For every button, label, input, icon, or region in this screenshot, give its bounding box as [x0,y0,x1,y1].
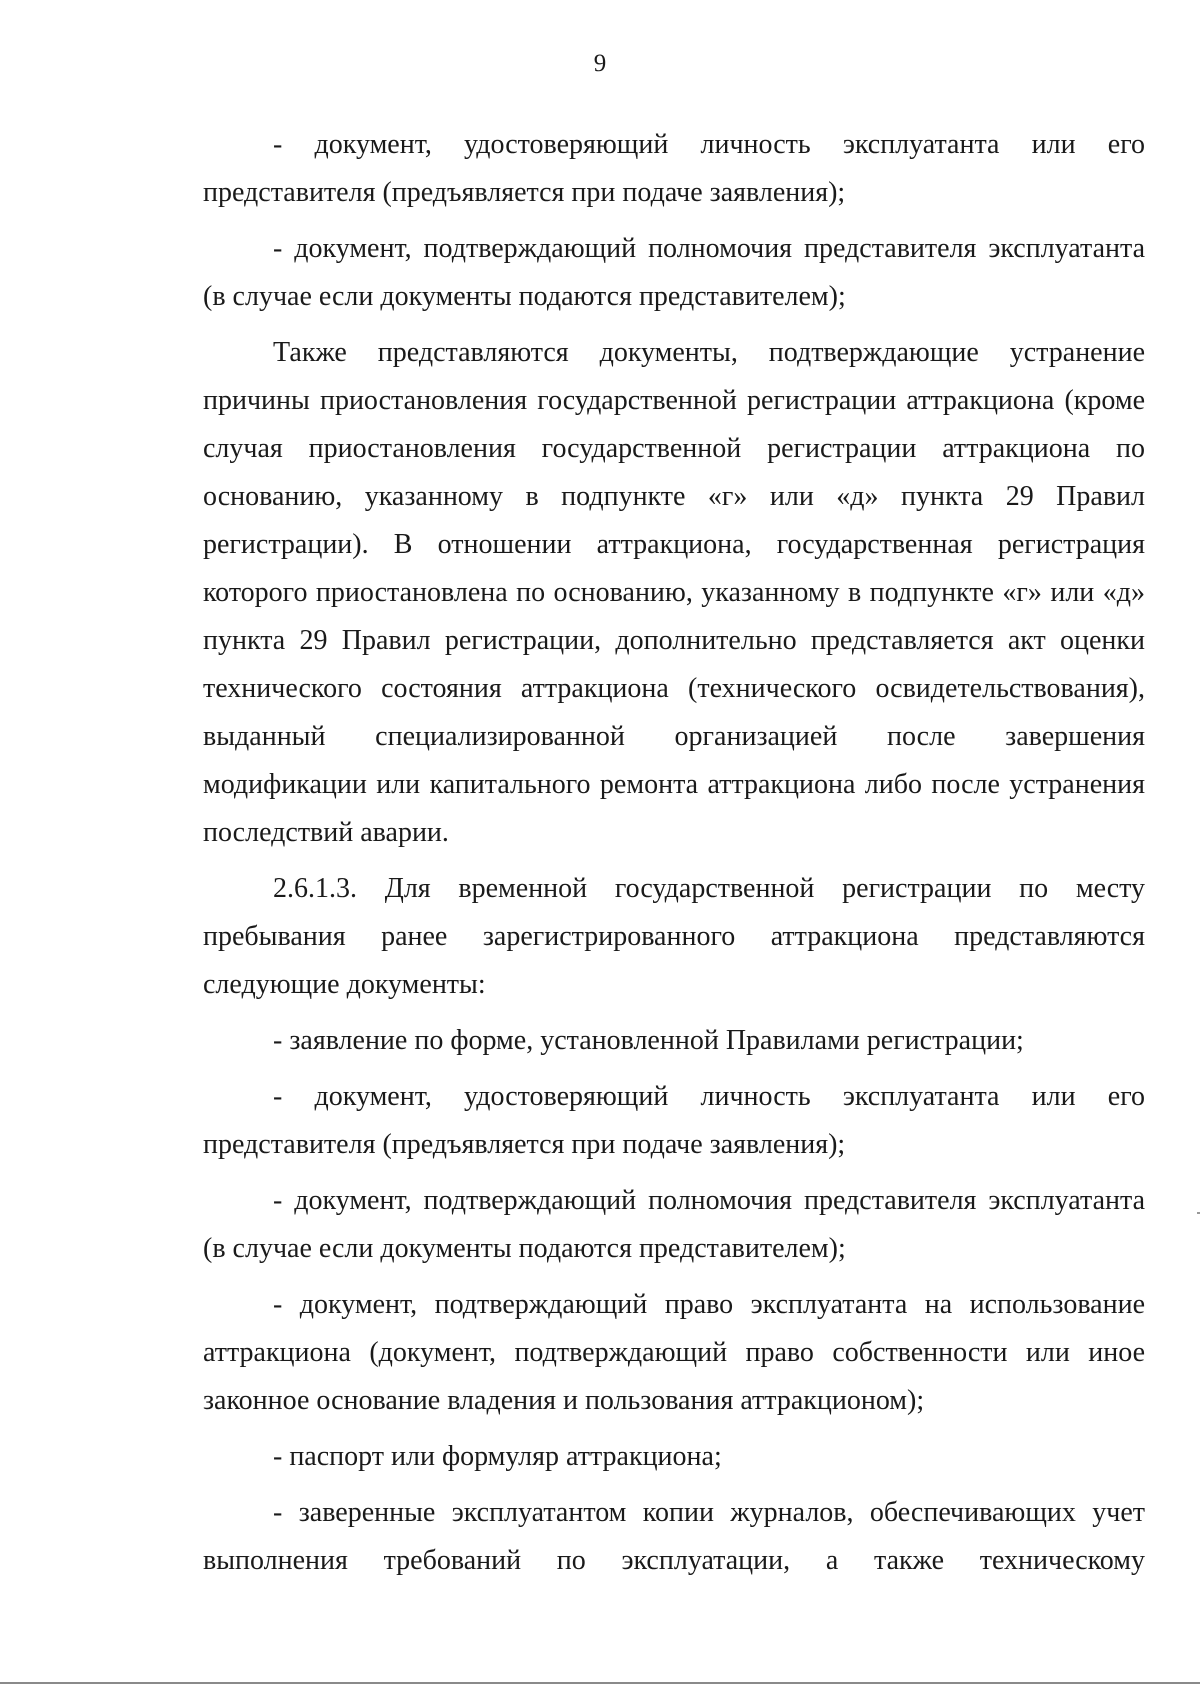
paragraph-application-form: - заявление по форме, установленной Правилами регистрации; [273,1025,1024,1056]
paragraph-section-2-6-1-3: 2.6.1.3. Для временной государственной регистрации по месту пребывания ранее зарегистрированного аттракциона представляются следующие документы: [203,873,1145,1000]
paragraph-authority-document-1: - документ, подтверждающий полномочия представителя эксплуатанта (в случае если документы подаются представителем); [203,233,1145,312]
paragraph-usage-right-document: - документ, подтверждающий право эксплуатанта на использование аттракциона (документ, подтверждающий право собственности или иное законное основание владения и пользования аттракционом); [203,1289,1145,1416]
bottom-scan-edge [0,1682,1200,1684]
paragraph-certified-log-copies: - заверенные эксплуатантом копии журналов, обеспечивающих учет выполнения требований по эксплуатации, а также техническому [203,1497,1145,1576]
page-number: 9 [593,50,607,77]
document-body [203,121,1145,1585]
paragraph-authority-document-2: - документ, подтверждающий полномочия представителя эксплуатанта (в случае если документы подаются представителем); [203,1185,1145,1264]
paragraph-identity-document-2: - документ, удостоверяющий личность эксплуатанта или его представителя (предъявляется при подаче заявления); [203,1081,1145,1160]
paragraph-passport-formular: - паспорт или формуляр аттракциона; [273,1441,722,1472]
paragraph-suspension-documents: Также представляются документы, подтверждающие устранение причины приостановления государственной регистрации аттракциона (кроме случая приостановления государственной регистрации аттракциона по основанию, указанному в подпункте «г» или «д» пункта 29 Правил регистрации). В отношении аттракциона, государственная регистрация которого приостановлена по основанию, указанному в подпункте «г» или «д» пункта 29 Правил регистрации, дополнительно представляется акт оценки технического состояния аттракциона (технического освидетельствования), выданный специализированной организацией после завершения модификации или капитального ремонта аттракциона либо после устранения последствий аварии. [203,337,1145,848]
paragraph-identity-document-1: - документ, удостоверяющий личность эксплуатанта или его представителя (предъявляется при подаче заявления); [203,129,1145,208]
